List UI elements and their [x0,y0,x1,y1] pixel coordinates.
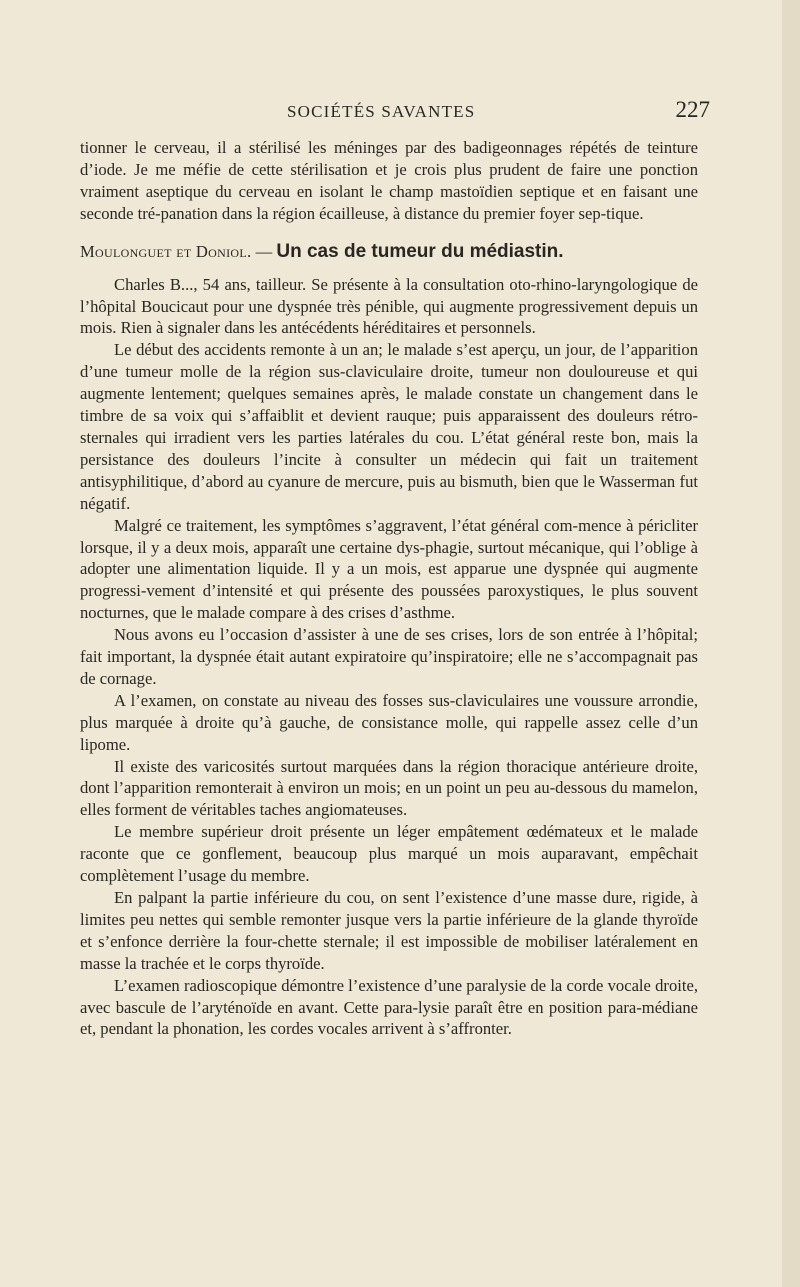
heading-dash: — [255,241,273,261]
article-authors: Moulonguet et Doniol. [80,241,252,261]
paragraph-4: Nous avons eu l’occasion d’assister à une de ses crises, lors de son entrée à l’hôpital; fait important, la dyspnée était autant expiratoire qu’inspiratoire; elle ne s’accompagnait pas de cornage. [80,625,698,688]
running-title: SOCIÉTÉS SAVANTES [287,102,476,121]
page-header [80,97,710,127]
paragraph-3: Malgré ce traitement, les symptômes s’aggravent, l’état général com-mence à péricliter lorsque, il y a deux mois, apparaît une certaine dys-phagie, surtout mécanique, qui l’oblige à adopter une alimentation liquide. Il y a un mois, est apparue une dyspnée qui augmente progressi-vement d’intensité et qui présente des poussées paroxystiques, le plus souvent nocturnes, que le malade compare à des crises d’asthme. [80,515,698,623]
paragraph-8: En palpant la partie inférieure du cou, on sent l’existence d’une masse dure, rigide, à limites peu nettes qui semble remonter jusque vers la partie inférieure de la glande thyroïde et s’enfonce derrière la four-chette sternale; il est impossible de mobiliser latéralement en masse la trachée et le corps thyroïde. [80,888,698,973]
page-number: 227 [675,97,710,122]
paragraph-6: Il existe des varicosités surtout marquées dans la région thoracique antérieure droite, dont l’apparition remonterait à environ un mois; en un point un peu au-dessous du mamelon, elles forment de véritables taches angiomateuses. [80,756,698,820]
article-title: Un cas de tumeur du médiastin. [276,240,564,262]
paragraph-1: Charles B..., 54 ans, tailleur. Se présente à la consultation oto-rhino-laryngologique de l’hôpital Boucicaut pour une dyspnée très pénible, qui augmente progressivement depuis un mois. Rien à signaler dans les antécédents héréditaires et personnels. [80,274,698,338]
article-body [80,137,698,1040]
paragraph-9: L’examen radioscopique démontre l’existence d’une paralysie de la corde vocale droite, avec bascule de l’aryténoïde en avant. Cette para-lysie paraît être en position para-médiane et, pendant la phonation, les cordes vocales arrivent à s’affronter. [80,975,698,1039]
article-heading [80,239,698,265]
intro-paragraph: tionner le cerveau, il a stérilisé les méninges par des badigeonnages répétés de teinture d’iode. Je me méfie de cette stérilisation et je crois plus prudent de faire une ponction vraiment aseptique du cerveau en isolant le champ mastoïdien septique et en faisant une seconde tré-panation dans la région écailleuse, à distance du premier foyer sep-tique. [80,138,698,223]
paragraph-2: Le début des accidents remonte à un an; le malade s’est aperçu, un jour, de l’apparition d’une tumeur molle de la région sus-claviculaire droite, tumeur non douloureuse et qui augmente lentement; quelques semaines après, le malade constate un changement dans le timbre de sa voix qui s’affaiblit et devient rauque; puis apparaissent des douleurs rétro-sternales qui irradient vers les parties latérales du cou. L’état général reste bon, mais la persistance des douleurs l’incite à consulter un médecin qui fait un traitement antisyphilitique, d’abord au cyanure de mercure, puis au bismuth, bien que le Wasserman fut négatif. [80,340,698,513]
page-edge-shadow [782,0,800,1287]
paragraph-7: Le membre supérieur droit présente un léger empâtement œdémateux et le malade raconte que ce gonflement, beaucoup plus marqué un mois auparavant, empêchait complètement l’usage du membre. [80,822,698,886]
paragraph-5: A l’examen, on constate au niveau des fosses sus-claviculaires une voussure arrondie, plus marquée à droite qu’à gauche, de consistance molle, qui rappelle assez celle d’un lipome. [80,690,698,754]
